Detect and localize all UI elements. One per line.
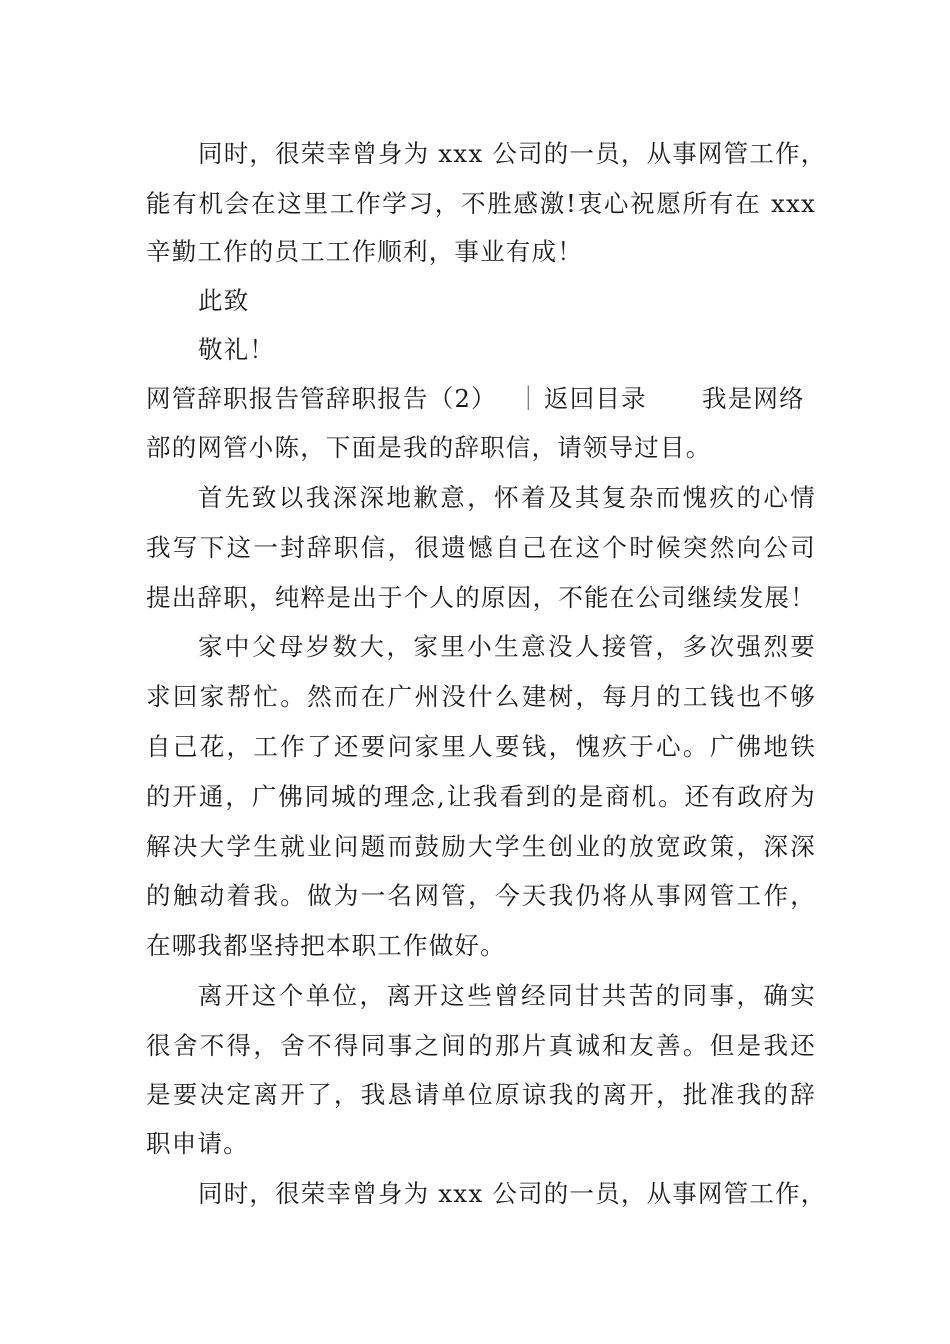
back-to-toc-link[interactable]: 返回目录 [544, 384, 647, 413]
paragraph-line: 我写下这一封辞职信，很遗憾自己在这个时候突然向公司 [146, 533, 816, 562]
paragraph-line: 很舍不得，舍不得同事之间的那片真诚和友善。但是我还 [146, 1031, 816, 1060]
closing-regards: 敬礼！ [198, 335, 276, 364]
section-heading-row [146, 379, 816, 419]
paragraph-line: 首先致以我深深地歉意，怀着及其复杂而愧疚的心情 [198, 483, 816, 512]
paragraph-line: 我是网络 [702, 384, 805, 413]
paragraph-line: 同时，很荣幸曾身为 xxx 公司的一员，从事网管工作， [198, 1179, 827, 1208]
paragraph-line: 能有机会在这里工作学习，不胜感激!衷心祝愿所有在 xxx [146, 189, 816, 218]
paragraph-line: 提出辞职，纯粹是出于个人的原因，不能在公司继续发展！ [146, 583, 816, 612]
paragraph-line: 辛勤工作的员工工作顺利，事业有成！ [146, 237, 583, 266]
closing-salutation: 此致 [198, 286, 250, 315]
paragraph-line: 离开这个单位，离开这些曾经同甘共苦的同事，确实 [198, 981, 816, 1010]
section-title: 网管辞职报告管辞职报告（2） [146, 384, 497, 413]
paragraph-line: 同时，很荣幸曾身为 xxx 公司的一员，从事网管工作， [198, 139, 827, 168]
paragraph-line: 自己花，工作了还要问家里人要钱，愧疚于心。广佛地铁 [146, 732, 816, 761]
paragraph-line: 的开通，广佛同城的理念,让我看到的是商机。还有政府为 [146, 782, 816, 811]
paragraph-line: 部的网管小陈，下面是我的辞职信，请领导过目。 [146, 433, 712, 462]
separator-bar: ｜ [516, 384, 542, 413]
paragraph-line: 是要决定离开了，我恳请单位原谅我的离开，批准我的辞 [146, 1080, 816, 1109]
paragraph-line: 求回家帮忙。然而在广州没什么建树，每月的工钱也不够 [146, 682, 816, 711]
paragraph-line: 在哪我都坚持把本职工作做好。 [146, 931, 506, 960]
paragraph-line: 家中父母岁数大，家里小生意没人接管，多次强烈要 [198, 632, 816, 661]
paragraph-line: 职申请。 [146, 1129, 249, 1158]
paragraph-line: 解决大学生就业问题而鼓励大学生创业的放宽政策，深深 [146, 832, 816, 861]
paragraph-line: 的触动着我。做为一名网管，今天我仍将从事网管工作， [146, 881, 816, 910]
